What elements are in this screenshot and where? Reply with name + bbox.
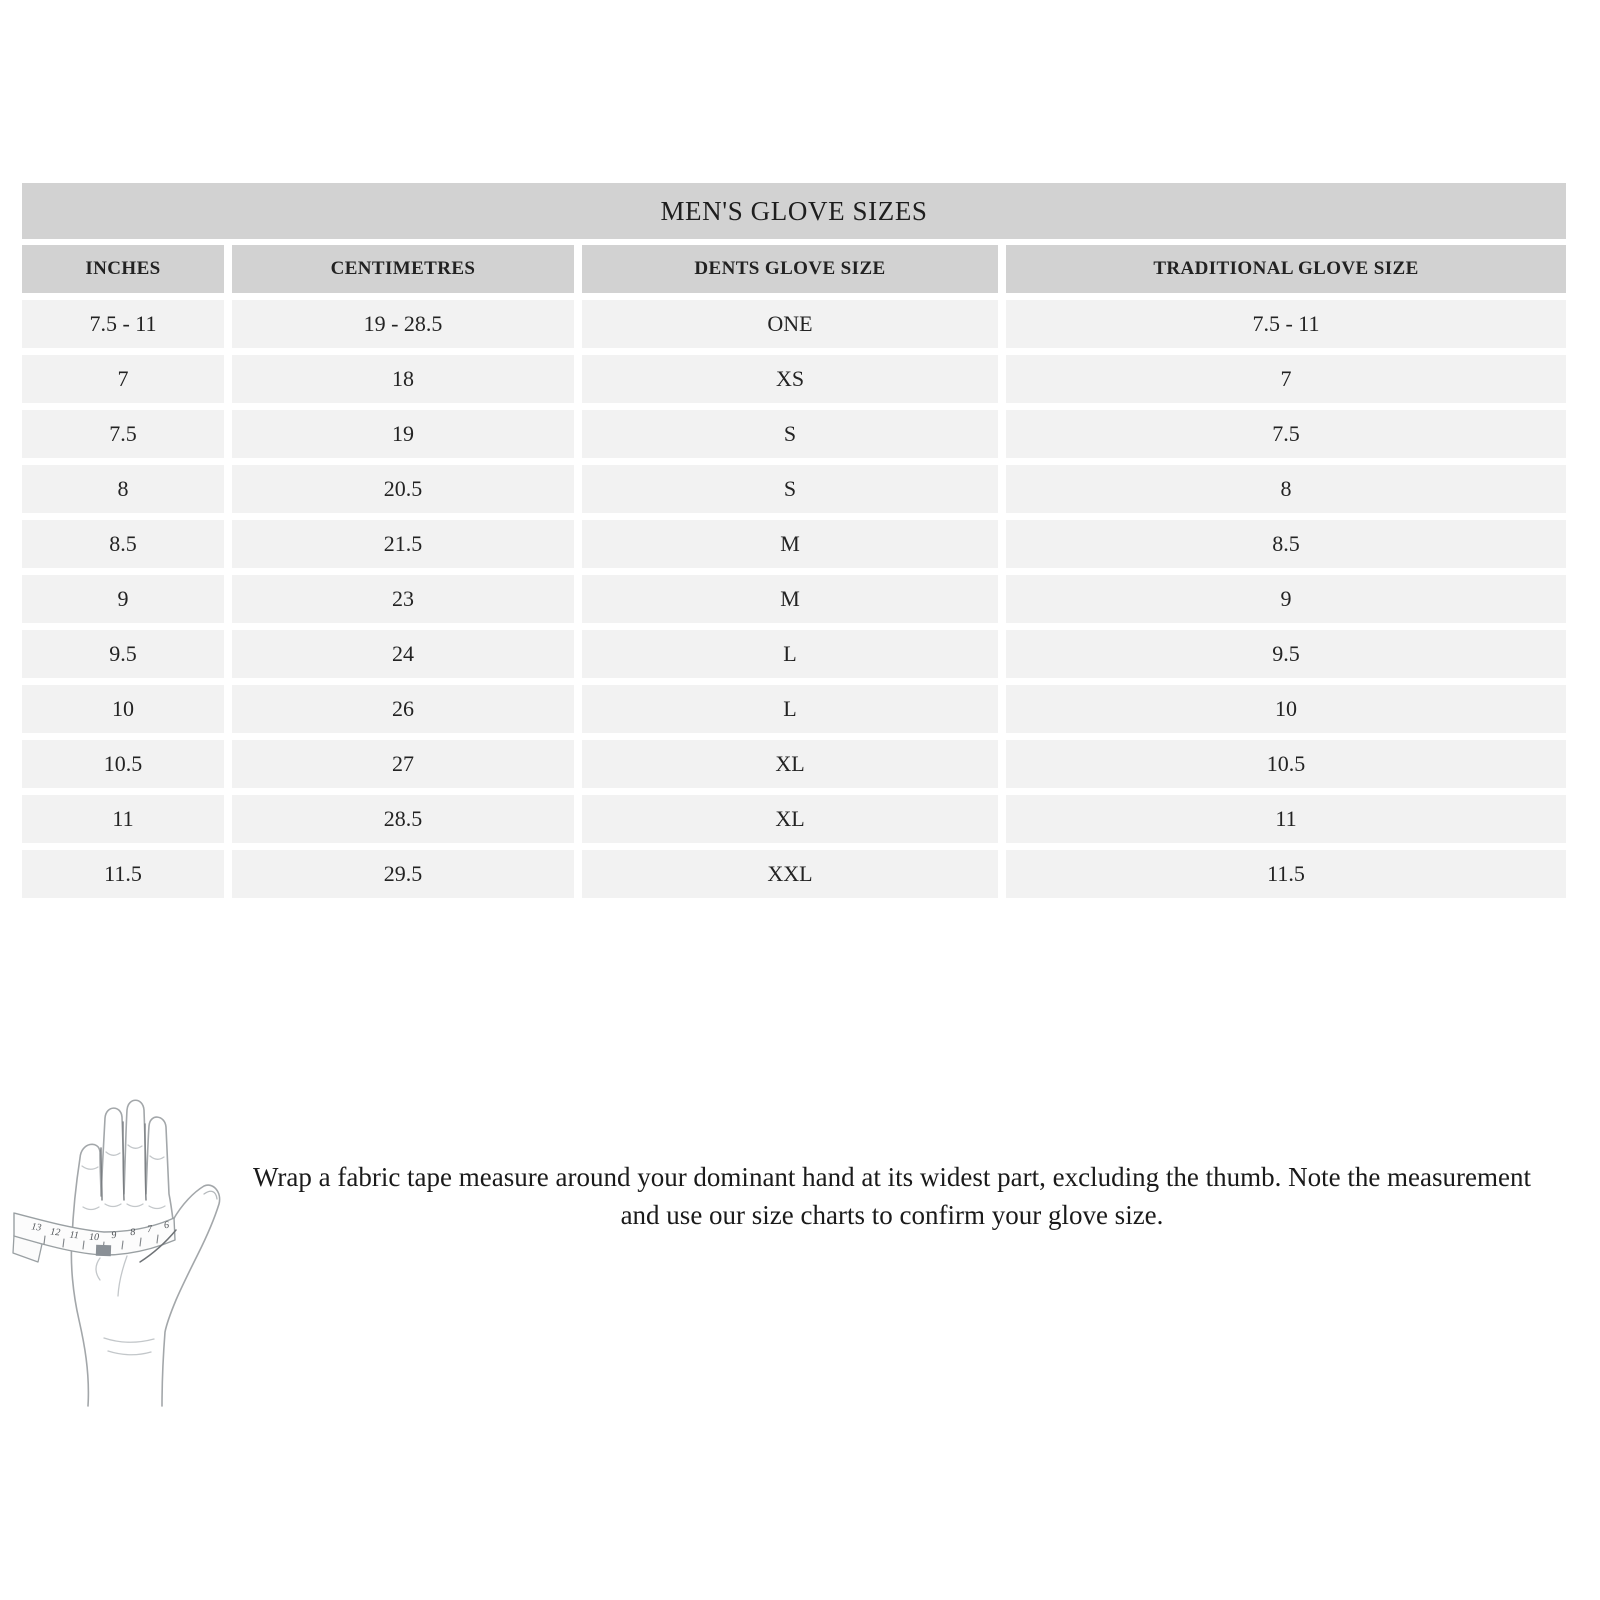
table-cell: 28.5: [232, 795, 574, 843]
table-cell: 11.5: [1006, 850, 1566, 898]
mens-glove-size-chart: [22, 183, 1566, 898]
tape-number: 12: [49, 1226, 61, 1239]
table-cell: 7.5: [22, 410, 224, 458]
table-cell: 24: [232, 630, 574, 678]
table-cell: 11: [22, 795, 224, 843]
table-cell: 10: [22, 685, 224, 733]
table-title: MEN'S GLOVE SIZES: [22, 183, 1566, 239]
table-cell: 18: [232, 355, 574, 403]
table-cell: 23: [232, 575, 574, 623]
table-cell: XL: [582, 795, 998, 843]
table-cell: ONE: [582, 300, 998, 348]
table-cell: 7.5 - 11: [1006, 300, 1566, 348]
measuring-instructions: Wrap a fabric tape measure around your dominant hand at its widest part, excluding the thumb. Note the measurement and use our size charts to confirm your glove size.: [252, 1162, 1531, 1230]
tape-number: 6: [163, 1219, 170, 1232]
table-cell: XXL: [582, 850, 998, 898]
hand-measurement-illustration: [8, 1072, 240, 1408]
table-cell: 7.5 - 11: [22, 300, 224, 348]
table-cell: 8.5: [22, 520, 224, 568]
table-cell: 11.5: [22, 850, 224, 898]
table-cell: 8: [22, 465, 224, 513]
table-cell: 9: [22, 575, 224, 623]
column-header-inches: INCHES: [22, 245, 224, 293]
table-cell: 10: [1006, 685, 1566, 733]
table-cell: L: [582, 630, 998, 678]
column-header-centimetres: CENTIMETRES: [232, 245, 574, 293]
table-cell: 8: [1006, 465, 1566, 513]
column-header-traditional-glove-size: TRADITIONAL GLOVE SIZE: [1006, 245, 1566, 293]
tape-number: 10: [88, 1231, 100, 1244]
table-cell: 7: [22, 355, 224, 403]
table-cell: XL: [582, 740, 998, 788]
table-cell: 10.5: [22, 740, 224, 788]
table-cell: XS: [582, 355, 998, 403]
table-cell: 8.5: [1006, 520, 1566, 568]
table-cell: M: [582, 520, 998, 568]
tape-number: 11: [69, 1229, 80, 1242]
column-header-dents-glove-size: DENTS GLOVE SIZE: [582, 245, 998, 293]
table-cell: 7: [1006, 355, 1566, 403]
table-cell: 19 - 28.5: [232, 300, 574, 348]
table-cell: 10.5: [1006, 740, 1566, 788]
table-cell: S: [582, 410, 998, 458]
table-cell: 9.5: [22, 630, 224, 678]
table-cell: M: [582, 575, 998, 623]
tape-number: 8: [129, 1226, 136, 1239]
tape-number: 13: [30, 1221, 43, 1234]
table-cell: L: [582, 685, 998, 733]
table-cell: 21.5: [232, 520, 574, 568]
table-cell: 19: [232, 410, 574, 458]
tape-size-marker: [96, 1245, 111, 1257]
table-cell: 9: [1006, 575, 1566, 623]
tape-number: 7: [146, 1223, 153, 1236]
table-cell: 9.5: [1006, 630, 1566, 678]
table-cell: 27: [232, 740, 574, 788]
table-cell: 20.5: [232, 465, 574, 513]
table-cell: S: [582, 465, 998, 513]
table-cell: 26: [232, 685, 574, 733]
table-cell: 11: [1006, 795, 1566, 843]
tape-number: 9: [111, 1229, 117, 1242]
table-cell: 29.5: [232, 850, 574, 898]
table-cell: 7.5: [1006, 410, 1566, 458]
size-table-grid: [22, 245, 1566, 898]
